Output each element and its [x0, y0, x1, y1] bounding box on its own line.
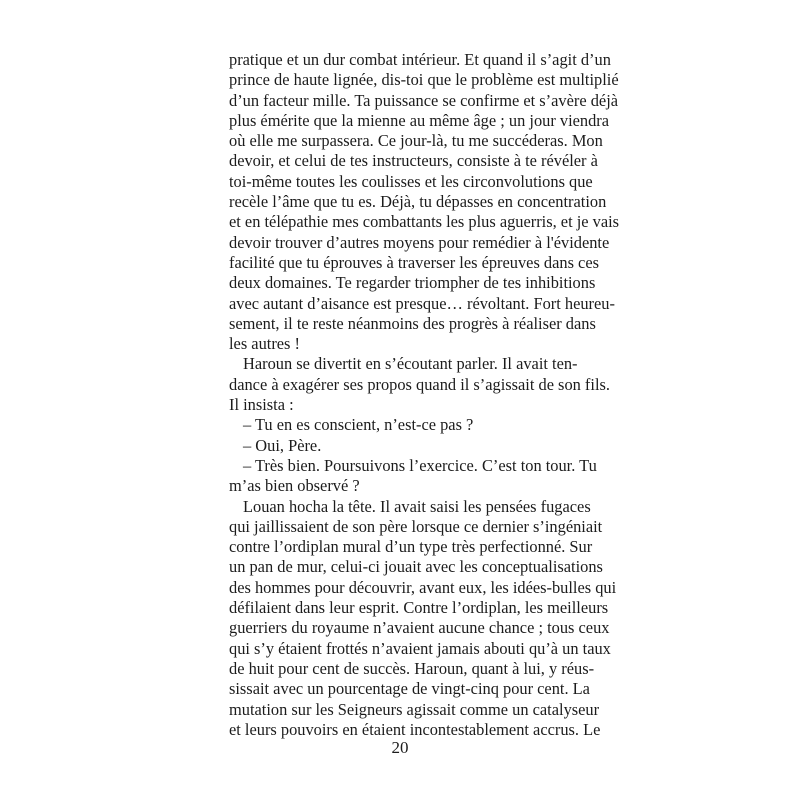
body-text: [229, 50, 620, 740]
text-line: toi-même toutes les coulisses et les circonvolutions que: [229, 171, 593, 191]
text-line: qui jaillissaient de son père lorsque ce dernier s’ingéniait: [229, 516, 603, 536]
text-line: Louan hocha la tête. Il avait saisi les pensées fugaces: [243, 496, 591, 516]
text-line: défilaient dans leur esprit. Contre l’ordiplan, les meilleurs: [229, 598, 609, 618]
text-line: Haroun se divertit en s’écoutant parler. Il avait ten-: [243, 354, 578, 374]
text-line: et en télépathie mes combattants les plus aguerris, et je vais: [229, 212, 620, 232]
text-line: guerriers du royaume n’avaient aucune chance ; tous ceux: [229, 618, 610, 638]
text-line: contre l’ordiplan mural d’un type très perfectionné. Sur: [229, 537, 593, 557]
text-line: devoir, et celui de tes instructeurs, consiste à te révéler à: [229, 151, 598, 171]
text-line: devoir trouver d’autres moyens pour remédier à l'évidente: [229, 232, 610, 252]
text-line: dance à exagérer ses propos quand il s’agissait de son fils.: [229, 374, 610, 394]
text-line: facilité que tu éprouves à traverser les épreuves dans ces: [229, 252, 599, 272]
text-line: et leurs pouvoirs en étaient incontestablement accrus. Le: [229, 719, 601, 739]
text-line: où elle me surpassera. Ce jour-là, tu me succéderas. Mon: [229, 131, 603, 151]
text-line: un pan de mur, celui-ci jouait avec les conceptualisations: [229, 557, 603, 577]
text-line: pratique et un dur combat intérieur. Et quand il s’agit d’un: [229, 50, 611, 69]
page-number: 20: [391, 738, 409, 757]
text-line: deux domaines. Te regarder triompher de tes inhibitions: [229, 273, 596, 293]
dialogue-line: – Tu en es conscient, n’est-ce pas ?: [243, 415, 474, 435]
text-line: mutation sur les Seigneurs agissait comme un catalyseur: [229, 699, 600, 719]
text-line: avec autant d’aisance est presque… révoltant. Fort heureu-: [229, 293, 615, 313]
dialogue-line: m’as bien observé ?: [229, 476, 360, 496]
text-line: sissait avec un pourcentage de vingt-cinq pour cent. La: [229, 679, 590, 699]
dialogue-line: – Oui, Père.: [243, 435, 322, 455]
text-line: d’un facteur mille. Ta puissance se confirme et s’avère déjà: [229, 90, 619, 110]
dialogue-line: – Très bien. Poursuivons l’exercice. C’est ton tour. Tu: [243, 455, 597, 475]
text-line: les autres !: [229, 334, 300, 354]
text-line: plus émérite que la mienne au même âge ; un jour viendra: [229, 110, 610, 130]
text-line: prince de haute lignée, dis-toi que le problème est multiplié: [229, 70, 619, 90]
text-line: de huit pour cent de succès. Haroun, quant à lui, y réus-: [229, 658, 595, 678]
text-line: qui s’y étaient frottés n’avaient jamais abouti qu’à un taux: [229, 638, 611, 658]
text-line: Il insista :: [229, 395, 294, 415]
text-line: recèle l’âme que tu es. Déjà, tu dépasses en concentration: [229, 192, 607, 212]
text-line: sement, il te reste néanmoins des progrès à réaliser dans: [229, 313, 596, 333]
text-line: des hommes pour découvrir, avant eux, les idées-bulles qui: [229, 577, 617, 597]
